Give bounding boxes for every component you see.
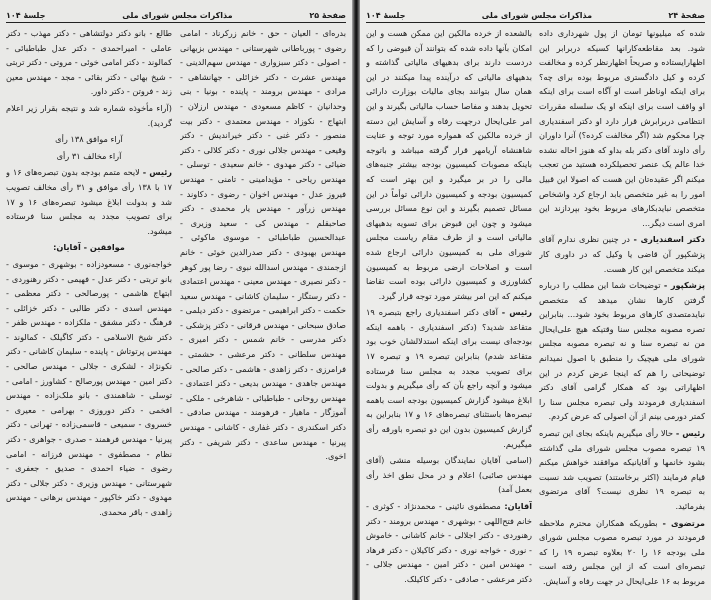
page-header [6, 6, 346, 23]
paragraph [366, 499, 532, 587]
text-column-right [539, 26, 705, 596]
session-number: جلسهٔ ۱۰۴ [6, 11, 46, 20]
paragraph-text: خواجه‌نوری - مسعودزاده - بوشهری - موسوی - بانو تربتی - دکتر عدل - فهیمی - دکتر رهنوردی - ابتهاج هاشمی - پورصالحی - دکتر معظمی - مهندس اسدی - دکتر طالبی - دکتر خزائلی - فرهنگ - دکتر مشفق - ملکزاده - مهندس ظفر - دکتر شیخ الاسلامی - دکتر کاگیلک - کمالوند - مهندس پرتوتاش - پاینده - سلیمان کاشانی - دکتر نکونژاد - لشکری - جلالی - مهندس صالحی - دکتر امین - مهندس پورصالح - کشاورز - امامی - توسلی - شاهمندی - بانو ملک‌زاده - مهندس افخمی - دکتر دوروزی - بهرامی - معیری - خسروی - سمیعی - قاسمی‌زاده - تهرانی - دکتر پیرنیا - مهندس فرهمند - صدری - جواهری - دکتر نظام - مصطفوی - مهندس فرزانه - امامی رضوی - ضیاء احمدی - صدیق - جعفری - شهرستانی - مهندس وزیری - دکتر جلالی - دکتر مهدوی - دکتر خاکپور - مهندس برهانی - مهندس زاهدی - باقر محمدی. [6, 258, 172, 517]
speaker-name: موافقین - آقایان: [53, 242, 125, 253]
paragraph-text: طالع - بانو دکتر دولتشاهی - دکتر مهذب - دکتر عاملی - امیراحمدی - دکتر عدل طباطبائی - کمالوند - دکتر امامی خوئی - مروتی - دکتر تربتی - شیخ بهائی - دکتر بقائی - مجد - مهندس معین زند - فروتن - دکتر داور. [6, 28, 172, 97]
paragraph-text: در چنین نظری ندارم آقای پزشکپور آن قاضی یا وکیل که در داوری کار میکند متخصص این کار هست. [539, 234, 705, 274]
paragraph-text: توضیحات شما این مطلب را درباره گرفتن کارها نشان میدهد که متخصص نبایدمتصدی کارهای مربوط بخود شود... بنابراین تصره مصوبه مجلس سنا وقتیکه هیچ علی‌ایحال من نه تبصره سنا و نه تبصره مصوبه مجلس شورای ملی هیچیک را منطبق با اصول نمیدانم توضیحاتی را هم که اینجا عرض کردم در این اظهاراتی بود که همکار گرامی آقای دکتر اسفندیاری فرمودند ولی تبصره مجلس سنا را کمتر دورمی بینم از آن اصولی که عرض کردم. [539, 280, 705, 422]
paragraph [539, 278, 705, 424]
publication-title: مذاکرات مجلس شورای ملی [122, 11, 233, 20]
right-page [360, 0, 711, 600]
paragraph [6, 240, 172, 255]
speaker-name: رئیس - [142, 167, 172, 178]
paragraph [539, 516, 705, 589]
speaker-name: رئیس - [675, 428, 705, 439]
paragraph-text: (آراء مأخوذه شماره شد و نتیجه بقرار زیر اعلام گردید). [6, 102, 172, 128]
speaker-name: آقایان: [504, 501, 532, 511]
paragraph-text: آراء موافق ۱۳۸ رأی [55, 134, 123, 145]
page-number: صفحهٔ ۲۴ [668, 11, 705, 20]
paragraph-text: بطوریکه همکاران محترم ملاحظه فرمودند در مورد تبصره مصوب مجلس شورای ملی بودجه ۱۶ را ۲۰ بعلاوه تبصره ۱۹ را که تبصره‌ای است که از این مجلس رفته است مربوط به ۱۶ علی‌ایحال در جهت رفاه و آسایش. [539, 517, 705, 586]
paragraph [366, 26, 532, 303]
speaker-name: دکتر اسفندیاری - [633, 234, 705, 245]
paragraph-text: حالا رأی میگیریم باینکه بجای این تبصره ۱۹ تبصره مصوب مجلس شورای ملی گذاشته بشود خانمها و آقایانیکه موافقند خواهش میکنم قیام فرمایند (اکثر برخاستند) تصویب شد نسبت به تبصره ۱۹ نظری نیست؟ آقای مرتضوی بفرمائید. [539, 428, 705, 511]
text-column-left [366, 26, 532, 596]
paragraph-text: آقای دکتر اسفندیاری راجع بتبصره ۱۹ متقاعد شدید؟ (دکتر اسفندیاری - باهمه اینکه بودجه‌ای نیست برای اینکه استدلالشان خوب بود متقاعد شدم) بنابراین تبصره ۱۹ و تبصره ۱۷ برای تصویب مجدد به مجلس سنا فرستاده میشود و آنچه راجع بآن که رأی میگیریم و بدولت ابلاغ میشود گزارش کمیسیون بودجه است باهمه تبصره‌ها باستثنای تبصره‌های ۱۶ و ۱۷ بنابراین به گزارش کمیسیون بدون این دو تبصره باورقه رأی میگیریم. [366, 307, 532, 449]
paragraph [539, 232, 705, 276]
paragraph [539, 26, 705, 230]
text-column-left [6, 26, 172, 596]
speaker-name: پزشکپور - [663, 280, 705, 291]
session-number: جلسهٔ ۱۰۴ [366, 11, 406, 20]
publication-title: مذاکرات مجلس شورای ملی [481, 11, 593, 20]
page-number: صفحهٔ ۲۵ [309, 11, 346, 20]
paragraph-text: مصطفوی نائینی - محمدنژاد - کوثری - خانم فتح‌اللهی - بوشهری - مهندس برومند - دکتر رهنوردی - دکتر اجلالی - خانم کاشانی - خاموش - نوری - خواجه نوری - دکتر کاکیلان - دکتر فرهاد - مهندس امین - دکتر امین - مهندس جلالی - دکتر مرعشی - صادقی - دکتر کاکیلک. [366, 501, 532, 584]
paragraph [6, 26, 172, 99]
paragraph [6, 132, 172, 147]
paragraph-text: شده که میلیونها تومان از پول شهرداری داده شود. بعد مقاطعه‌کارانها کسیکه دربرابر این اظهارایستاده و صریحاً اظهارنظر کرده و مخالفت کرده و کیل دادگستری مربوط بوده برای چه؟ برای اینکه اوناظر است او آگاه است برای اینکه او واقف است برای اینکه او یک سلسله مقررات انتظامی دربرابرش قرار دارد او دکتر اسفندیاری چرا محکوم شد (اگر مخالفت کرده؟) آنرا داوران رأی داوند آقای دکتر بله بداو که هنوز احاله نشده خدا عالم یک عنصر تحصیلکرده هستید من تعجب میکنم اگر عقیده‌تان این هست که اصولا این قبیل امور را به غیر متخصص بابد ارجاع کرد واشخاص متخصص نبایدبکارهای مربوط بخود بپردازند این امری است دیگر... [539, 28, 705, 228]
paragraph [6, 101, 172, 130]
paragraph [366, 305, 532, 451]
paragraph [366, 453, 532, 497]
paragraph [180, 26, 346, 464]
book-gutter [352, 0, 360, 600]
paragraph [6, 257, 172, 520]
paragraph-text: لایحه متمم بودجه بدون تبصره‌های ۱۶ و ۱۷ با ۱۳۸ رأی موافق و ۳۱ رأی مخالف تصویب شد و بدولت ابلاغ میشود تبصره‌های ۱۶ و ۱۷ برای تصویب مجدد به مجلس سنا فرستاده میشود. [6, 167, 172, 236]
paragraph-text: بالشعده از خرده مالکین این ممکن هست و این امکان بآنها داده شده که بتوانند آن قبوضی را که دردست دارند برای بدهیهای مالیاتی گذاشته و بدهیهای مالیاتی که درآینده پیدا میکنند در این همان سال بتوانند بجای مالیات بوزارت دارائی تحویل بدهند و مفاصا حساب مالیاتی بگیرند و این امر علی‌ایحال درجهت رفاه و آسایش این دسته از خرده مالکین که همواره مورد توجه و عنایت شاهنشاه آریامهر قرار گرفته میباشد و باتوجه باینکه مصوبات کمیسیون بودجه بیشتر جنبه‌های مالی را در بر میگیرد و این بهتر است که کمیسیون بودجه و کمیسیون دارائی توأماً در این مسائل تصمیم بگیرند و این نوع مسائل بررسی میشود و چون این قبوض برای تسویه بدهیهای مالیاتی است و از طرف مقام ریاست مجلس شورای ملی به کمیسیون دارائی ارجاع شده است و اصلاحات ارضی مربوط به کمیسیون کشاورزی و کمیسیون دارائی بوده است تقاضا میکنم که این امر بیشتر مورد توجه قرار گیرد. [366, 28, 532, 301]
paragraph [6, 165, 172, 238]
paragraph-text: بدره‌ای - العیان - حق - خانم زرکرناد - امامی رضوی - پورباطانی شهرستانی - مهندس بزبهانی - اصولی - دکتر سبزواری - مهندس سهم‌الدینی - مهندس عشرت - دکتر خزائلی - جهانشاهی - مرادی - مهندس برومند - پاینده - بونیا - بنی وحدانیان - کاظم مسعودی - مهندس ارزلان - ابتهاج - نکوزاد - مهندس معتمدی - دکتر بیت منصور - دکتر غنی - دکتر خیراندیش - دکتر وقیعی - مهندس جلالی نوری - دکتر کلالی - دکتر ضیائی - دکتر مهدوی - خانم سعیدی - توسلی - مهندس ریاحی - مؤیدامینی - تامنی - مهندس فیروز عدل - مهندس اخوان - رضوی - دکاوند - مهندس زرآور - مهندس یار محمدی - دکتر صاحبقلم - مهندس کی - سعید وزیری - عبدالحسین طباطبائی - موسوی ماکوئی - مهندس بهبودی - دکتر صدرالدین خوئی - خانم ازجمندی - مهندس اسدالله نبوی - رضا پور کوهر - دکتر نصیری - مهندس معینی - مهندس اعتمادی - دکتر رستگار - سلیمان کاشانی - مهندس سعید حکمت - دکتر ابراهیمی - مرتضوی - دکتر دیلمی - صادق سبحانی - مهندس فرقانی - دکتر پزشکی - دکتر مدرسی - خانم شمس - دکتر امیری - مهندس سلطانی - دکتر مرعشی - حشمتی - فرامرزی - دکتر زاهدی - هاشمی - دکتر صالحی - مهندس جاهدی - مهندس بدیعی - دکتر اعتمادی - مهندس روحانی - طباطبائی - شاهرخی - ملکی - آموزگار - ماهیار - فرهومند - مهندس صادقی - دکتر اسکندری - دکتر غفاری - کاشانی - مهندس پیرنیا - مهندس ساعدی - دکتر شریفی - دکتر اخوی. [180, 28, 346, 462]
paragraph-text: آراء مخالف ۳۱ رأی [56, 150, 122, 161]
speaker-name: رئیس - [501, 307, 532, 318]
text-column-right [180, 26, 346, 596]
paragraph [539, 426, 705, 514]
paragraph-text: (اسامی آقایان نمایندگان بوسیله منشی (آقای مهندس صائبی) اعلام و در محل نطق اخذ رأی بعمل آمد) [366, 455, 532, 495]
page-header [366, 6, 705, 23]
left-page [0, 0, 352, 600]
paragraph [6, 149, 172, 164]
speaker-name: مرتضوی - [662, 517, 705, 528]
